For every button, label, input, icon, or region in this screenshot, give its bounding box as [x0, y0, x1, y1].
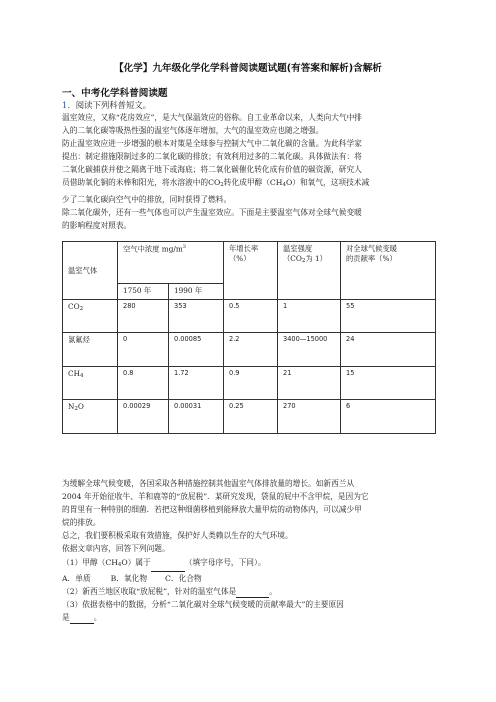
paragraph-line: 少了二氧化碳向空气中的排放，同时获得了燃料。	[62, 194, 232, 204]
cell-1990: 0.00085	[169, 333, 224, 367]
option-a: A．单质	[62, 573, 91, 583]
cell-contribution: 24	[341, 333, 436, 367]
cell-gas	[63, 300, 118, 333]
header-text: 空气中浓度 mg/m	[123, 244, 183, 254]
options-line	[62, 572, 436, 585]
question-text: O）属于	[121, 557, 151, 567]
option-c: C．化合物	[165, 573, 202, 583]
question-text: 是	[62, 612, 70, 622]
header-text: 的贡献率（%）	[346, 254, 397, 263]
paragraph-line: 入的二氧化碳等吸热性强的温室气体逐年增加，大气的温室效应也随之增强。	[62, 126, 324, 136]
paragraph-line	[62, 176, 434, 192]
question-number: 1．	[62, 100, 76, 110]
question-text: （1）甲醇（CH	[62, 557, 118, 567]
conclusion-paragraphs	[62, 477, 436, 624]
section-heading: 一、中考化学科普阅读题	[62, 88, 168, 99]
cell-rate: 2.2	[224, 333, 278, 367]
cell-1750: 0	[118, 333, 169, 367]
header-subscript: 2	[301, 258, 306, 264]
question-text: 阅读下列科普短文。	[75, 100, 152, 110]
header-1750: 1750 年	[118, 284, 169, 300]
header-text: 温室强度	[283, 244, 313, 253]
paragraph-line: 二氧化碳捕获并使之隔离于地下或海底；将二氧化碳催化转化成有价值的碳资源，研究人	[62, 165, 362, 175]
table-row	[63, 300, 436, 333]
header-rate	[224, 242, 278, 300]
question-text: 。	[93, 612, 102, 622]
answer-blank-2[interactable]	[236, 588, 269, 598]
page-title: 【化学】九年级化学化学科普阅读题试题(有答案和解析)含解析	[114, 63, 382, 74]
question-3-continued	[62, 611, 436, 624]
greenhouse-gas-table	[62, 241, 436, 434]
paragraph-line: 的影响程度对照表。	[62, 220, 132, 230]
cell-rate: 0.5	[224, 300, 278, 333]
cell-strength: 270	[278, 400, 341, 434]
formula-subscript: 4	[117, 561, 122, 568]
header-contribution	[341, 242, 436, 300]
question-3: （3）依据表格中的数据，分析“二氧化碳对全球气候变暖的贡献率最大”的主要原因	[62, 599, 344, 609]
table-row	[63, 333, 436, 367]
gas-text: O	[77, 402, 84, 411]
header-text: （CO	[283, 254, 302, 263]
paragraph-line: 温室效应，又称“花房效应”，是大气保温效应的俗称。自工业革命以来，人类向大气中排	[62, 113, 362, 122]
gas-text: CH	[68, 369, 80, 378]
paragraph-line: 除二氧化碳外，还有一些气体也可以产生温室效应。下面是主要温室气体对全球气候变暖	[62, 207, 362, 217]
formula-subscript: 4	[282, 182, 286, 189]
question-1	[62, 556, 436, 572]
question-text: （填字母序号，下同）。	[184, 557, 266, 567]
cell-contribution: 15	[341, 367, 436, 400]
cell-gas	[63, 400, 118, 434]
header-text: 年增长率	[229, 244, 259, 253]
question-text: （2）新西兰地区收取“放屁税”，针对的温室气体是	[62, 586, 237, 596]
question-2	[62, 585, 436, 598]
gas-text: N	[68, 402, 75, 411]
gas-subscript: 2	[74, 406, 78, 412]
table-header-row	[63, 242, 436, 284]
cell-strength: 3400—15000	[278, 333, 341, 367]
formula-subscript: 2	[220, 182, 224, 189]
header-gas: 温室气体	[63, 242, 118, 300]
option-b: B．氧化物	[110, 573, 148, 583]
article-paragraphs	[62, 111, 434, 232]
cell-gas: 氯氟烃	[63, 333, 118, 367]
cell-rate: 0.25	[224, 400, 278, 434]
paragraph-line: 总之，我们要积极采取有效措施，保护好人类赖以生存的大气环境。	[62, 531, 293, 541]
cell-1990: 353	[169, 300, 224, 333]
paragraph-text: 转化成甲醇（CH	[223, 178, 283, 188]
question-text: 。	[269, 586, 277, 596]
table-row	[63, 400, 436, 434]
gas-subscript: 4	[79, 373, 84, 379]
paragraph-line: 为缓解全球气候变暖，各国采取各种措施控制其他温室气体排放量的增长。如新西兰从	[62, 479, 355, 488]
gas-subscript: 2	[79, 306, 84, 312]
answer-blank-3[interactable]	[70, 614, 94, 624]
header-1990: 1990 年	[169, 284, 224, 300]
paragraph-line: 提出：制定措施限制过多的二氧化碳的排放；有效利用过多的二氧化碳。具体做法有：将	[62, 152, 362, 162]
paragraph-line: 烷的排放。	[62, 518, 101, 528]
header-superscript: 3	[182, 244, 186, 250]
paragraph-text: O）和氧气，这项技术减	[285, 178, 370, 188]
cell-1750: 0.8	[118, 367, 169, 400]
cell-1990: 0.00031	[169, 400, 224, 434]
header-concentration	[118, 242, 224, 284]
cell-gas	[63, 367, 118, 400]
header-text: （%）	[229, 254, 251, 263]
table-row	[63, 367, 436, 400]
cell-contribution: 6	[341, 400, 436, 434]
header-strength	[278, 242, 341, 300]
paragraph-line: 防止温室效应进一步增强的根本对策是全球参与控制大气中二氧化碳的含量。为此科学家	[62, 139, 362, 149]
cell-rate: 0.9	[224, 367, 278, 400]
cell-strength: 1	[278, 300, 341, 333]
cell-1750: 0.00029	[118, 400, 169, 434]
formula-text: CO	[208, 178, 221, 188]
co2-formula	[208, 178, 224, 187]
cell-1990: 1.72	[169, 367, 224, 400]
header-text: 为 1）	[305, 254, 327, 263]
paragraph-line: 的胃里有一种特别的细菌．若把这种细菌移植到能释放大量甲烷的动物体内，可以减少甲	[62, 505, 362, 515]
question-heading	[62, 99, 151, 111]
paragraph-text: 员借助氧化铜的米棒和阳光，将水溶液中的	[62, 178, 209, 188]
cell-1750: 280	[118, 300, 169, 333]
gas-text: CO	[68, 302, 80, 311]
cell-contribution: 55	[341, 300, 436, 333]
cell-strength: 21	[278, 367, 341, 400]
paragraph-line: 依据文章内容，回答下列问题。	[62, 544, 170, 554]
header-text: 对全球气候变暖	[346, 244, 398, 253]
paragraph-line: 2004 年开始征收牛、羊和鹿等的“放屁税”．某研究发现，袋鼠的屁中不含甲烷，是因为它	[62, 492, 369, 502]
answer-blank-1[interactable]	[151, 562, 185, 572]
